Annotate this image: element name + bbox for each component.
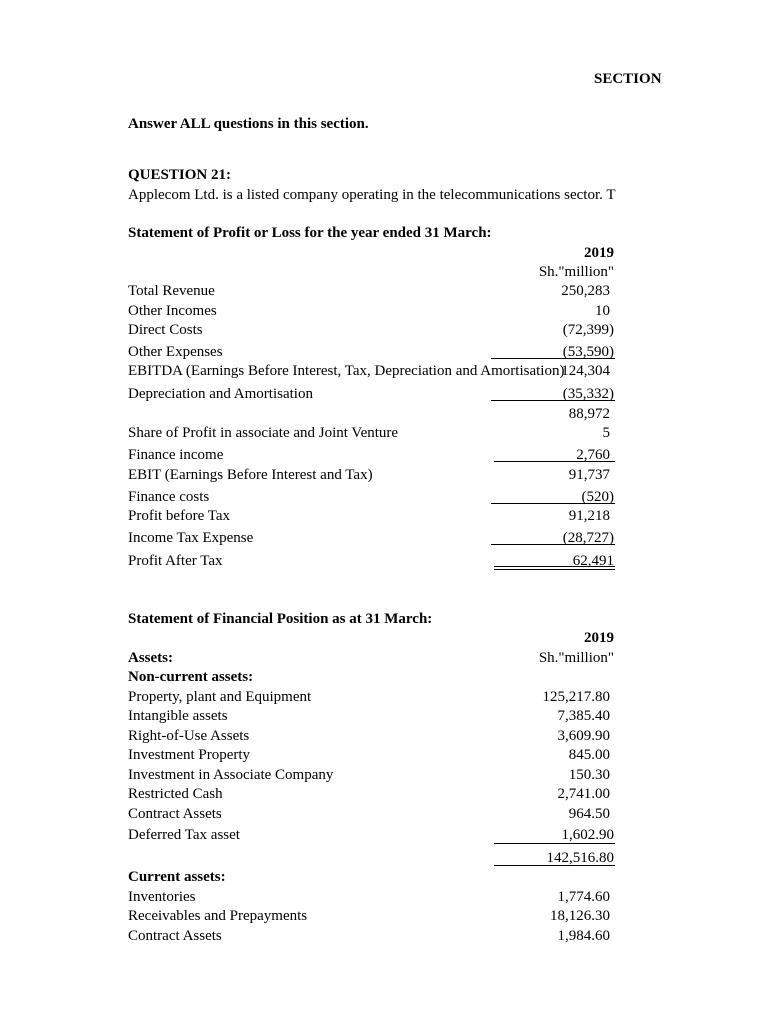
fp-row-value: 1,984.60	[557, 928, 610, 944]
pl-row-value: (35,332)	[562, 386, 614, 402]
fp-row-value: 2,741.00	[557, 786, 610, 802]
underline	[491, 400, 615, 401]
underline	[494, 843, 615, 844]
fp-row-label: Investment in Associate Company	[128, 767, 334, 783]
fp-row-value: 964.50	[568, 806, 610, 822]
pl-row-label: Other Expenses	[128, 344, 223, 360]
pl-row-value: 5	[602, 425, 610, 441]
pl-row-label: Depreciation and Amortisation	[128, 386, 313, 402]
pl-row-value: (520)	[581, 489, 614, 505]
underline	[491, 358, 615, 359]
fp-row-label: Inventories	[128, 889, 196, 905]
fp-row-label: Contract Assets	[128, 928, 222, 944]
pl-row-label: Share of Profit in associate and Joint Venture	[128, 425, 399, 441]
fp-assets-heading: Assets:	[128, 650, 173, 666]
underline	[491, 503, 615, 504]
fp-row-value: 1,602.90	[561, 827, 614, 843]
pl-row-value: 91,218	[568, 508, 610, 524]
fp-row-label: Property, plant and Equipment	[128, 689, 312, 705]
pl-row-value: 10	[595, 303, 610, 319]
pl-title: Statement of Profit or Loss for the year ended 31 March:	[128, 225, 492, 241]
pl-row-label: Finance income	[128, 447, 224, 463]
question-intro: Applecom Ltd. is a listed company operating in the telecommunications sector. T	[128, 187, 616, 203]
fp-row-value: 125,217.80	[542, 689, 610, 705]
fp-year: 2019	[584, 630, 614, 646]
fp-row-value: 7,385.40	[557, 708, 610, 724]
fp-row-label: Deferred Tax asset	[128, 827, 240, 843]
pl-row-value: (28,727)	[562, 530, 614, 546]
fp-row-label: Investment Property	[128, 747, 251, 763]
pl-row-label: Finance costs	[128, 489, 210, 505]
underline	[494, 461, 615, 462]
fp-row-label: Right-of-Use Assets	[128, 728, 250, 744]
pl-row-label: Direct Costs	[128, 322, 203, 338]
fp-unit: Sh."million"	[538, 650, 614, 666]
fp-row-value: 150.30	[568, 767, 610, 783]
pl-row-label: Income Tax Expense	[128, 530, 254, 546]
pl-row-value: 2,760	[576, 447, 610, 463]
pl-year: 2019	[584, 245, 614, 261]
question-title: QUESTION 21:	[128, 167, 231, 183]
pl-row-label: Total Revenue	[128, 283, 215, 299]
pl-row-value: 124,304	[561, 363, 610, 379]
pl-row-value: 250,283	[561, 283, 610, 299]
fp-row-label: Intangible assets	[128, 708, 228, 724]
pl-row-value: 91,737	[568, 467, 610, 483]
fp-title: Statement of Financial Position as at 31 March:	[128, 611, 433, 627]
pl-row-label: EBITDA (Earnings Before Interest, Tax, Depreciation and Amortisation)	[128, 363, 565, 379]
fp-row-value: 845.00	[568, 747, 610, 763]
pl-row-label: Other Incomes	[128, 303, 217, 319]
fp-non-current-heading: Non-current assets:	[128, 669, 254, 685]
pl-row-value: 62,491	[572, 553, 614, 569]
double-underline	[494, 566, 615, 570]
underline	[494, 865, 615, 866]
pl-unit: Sh."million"	[538, 264, 614, 280]
fp-row-label: Receivables and Prepayments	[128, 908, 308, 924]
pl-row-label: Profit After Tax	[128, 553, 223, 569]
instruction: Answer ALL questions in this section.	[128, 116, 369, 132]
pl-row-value: (53,590)	[562, 344, 614, 360]
fp-non-current-total: 142,516.80	[546, 850, 614, 866]
fp-row-value: 1,774.60	[557, 889, 610, 905]
underline	[491, 544, 615, 545]
pl-row-value: (72,399)	[562, 322, 614, 338]
fp-row-value: 3,609.90	[557, 728, 610, 744]
pl-row-value: 88,972	[568, 406, 610, 422]
fp-current-heading: Current assets:	[128, 869, 226, 885]
fp-row-value: 18,126.30	[550, 908, 610, 924]
pl-row-label: EBIT (Earnings Before Interest and Tax)	[128, 467, 373, 483]
pl-row-label: Profit before Tax	[128, 508, 230, 524]
section-header: SECTION	[594, 71, 662, 87]
fp-row-label: Restricted Cash	[128, 786, 223, 802]
fp-row-label: Contract Assets	[128, 806, 222, 822]
